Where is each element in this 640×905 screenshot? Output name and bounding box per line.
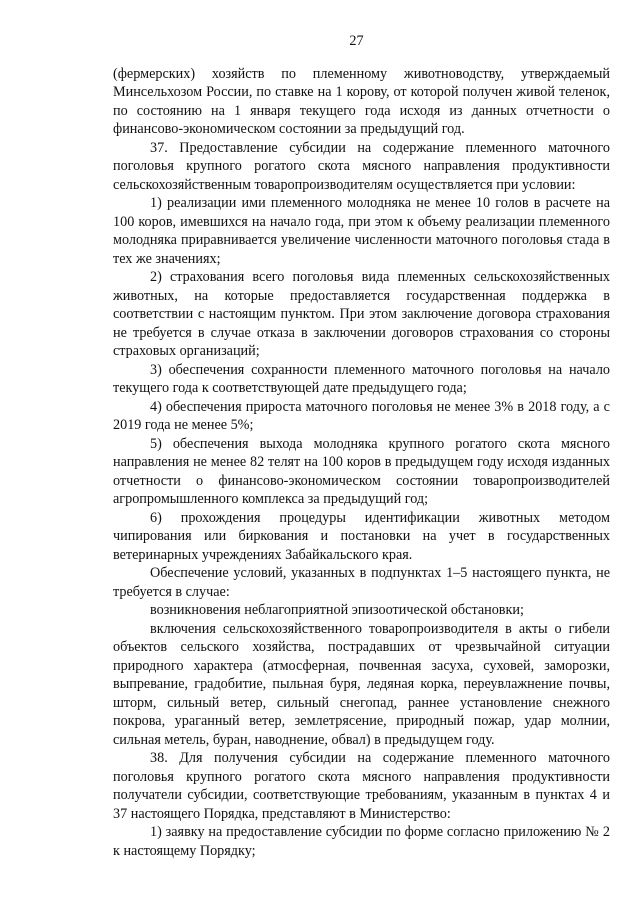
paragraph: 3) обеспечения сохранности племенного маточного поголовья на начало текущего года к соответствующей дате предыдущего года; (113, 361, 610, 396)
paragraph: 6) прохождения процедуры идентификации животных методом чипирования или биркования и постановки на учет в государственных ветеринарных учреждениях Забайкальского края. (113, 509, 610, 563)
page-number: 27 (349, 33, 364, 49)
paragraph: 1) заявку на предоставление субсидии по форме согласно приложению № 2 к настоящему Порядку; (113, 824, 610, 859)
paragraph: 1) реализации ими племенного молодняка не менее 10 голов в расчете на 100 коров, имевшихся на начало года, при этом к объему реализации племенного молодняка приравнивается увеличение численности маточного поголовья стада в тех же значениях; (113, 195, 610, 267)
paragraph: 2) страхования всего поголовья вида племенных сельскохозяйственных животных, на которые предоставляется государственная поддержка в соответствии с настоящим пунктом. При этом заключение договора страхования не требуется в случае отказа в заключении договоров страхования со стороны страховых организаций; (113, 269, 610, 359)
paragraph: 5) обеспечения выхода молодняка крупного рогатого скота мясного направления не менее 82 телят на 100 коров в предыдущем году исходя изданных отчетности о финансово-экономическом состоянии товаропроизводителей агропромышленного комплекса за предыдущий год; (113, 435, 610, 507)
paragraph: (фермерских) хозяйств по племенному животноводству, утверждаемый Минсельхозом России, по ставке на 1 корову, от которой получен живой теленок, по состоянию на 1 января текущего года исходя из данных отчетности о финансово-экономическом состоянии за предыдущий год. (113, 65, 610, 137)
paragraph: Обеспечение условий, указанных в подпунктах 1–5 настоящего пункта, не требуется в случае: (113, 565, 610, 600)
paragraph: включения сельскохозяйственного товаропроизводителя в акты о гибели объектов сельского хозяйства, пострадавших от чрезвычайной ситуации природного характера (атмосферная, почвенная засуха, суховей, заморозки, выпревание, градобитие, пыльная буря, ледяная корка, переувлажнение почвы, шторм, сильный ветер, сильный снегопад, раннее установление снежного покрова, ураганный ветер, землетрясение, природный пожар, удар молнии, сильная метель, буран, наводнение, обвал) в предыдущем году. (113, 620, 610, 748)
body-text (113, 65, 610, 861)
paragraph: 37. Предоставление субсидии на содержание племенного маточного поголовья крупного рогатого скота мясного направления продуктивности сельскохозяйственным товаропроизводителям осуществляется при условии: (113, 139, 610, 193)
paragraph: 4) обеспечения прироста маточного поголовья не менее 3% в 2018 году, а с 2019 года не менее 5%; (113, 398, 610, 433)
paragraph: возникновения неблагоприятной эпизоотической обстановки; (150, 602, 524, 618)
paragraph: 38. Для получения субсидии на содержание племенного маточного поголовья крупного рогатого скота мясного направления продуктивности получатели субсидии, соответствующие требованиям, указанным в пунктах 4 и 37 настоящего Порядка, представляют в Министерство: (113, 750, 610, 822)
